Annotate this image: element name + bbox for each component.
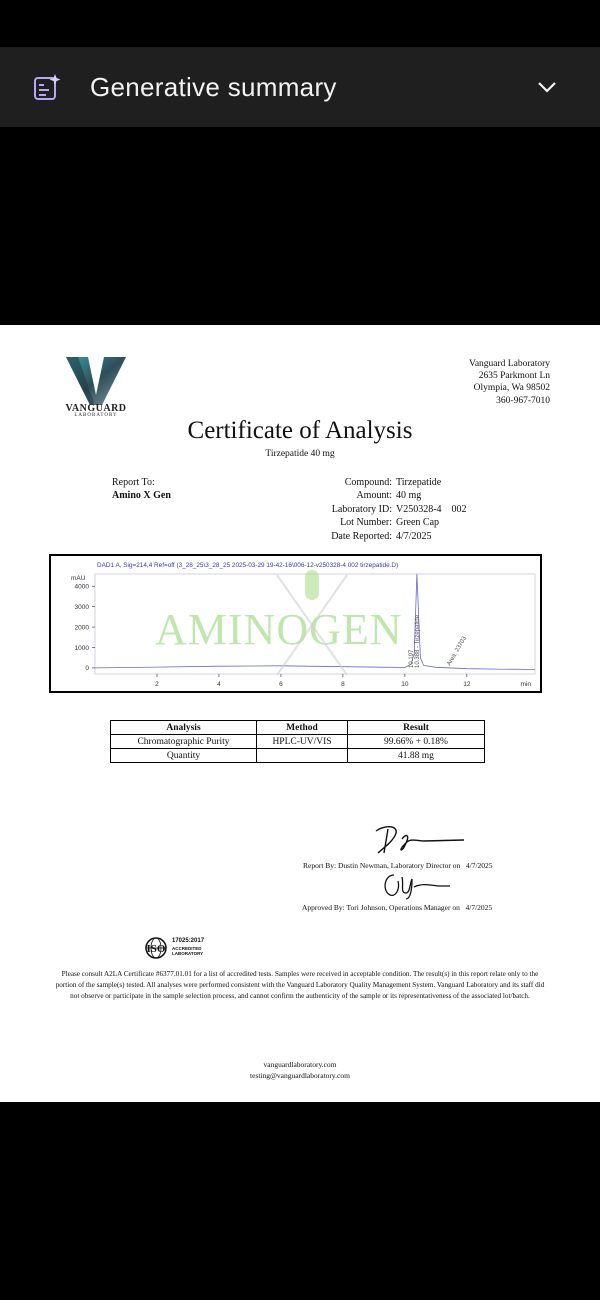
table-cell: 41.88 mg — [348, 749, 485, 763]
iso-laboratory: LABORATORY — [172, 951, 204, 956]
chart-title: DAD1 A, Sig=214,4 Ref=off (3_28_25\3_28_25 2025-03-29 19-42-16\006-12-v250328-4 002 tirzepatide.D) — [97, 562, 399, 569]
app-bar-title: Generative summary — [90, 72, 337, 102]
lab-address-line2: Olympia, Wa 98502 — [473, 383, 550, 394]
field-value: 4/7/2025 — [396, 530, 432, 542]
peak-label: Area: 23703 — [446, 635, 468, 667]
x-tick-label: 2 — [155, 681, 159, 688]
field-value: V250328-4 002 — [396, 503, 467, 515]
field-label: Lot Number: — [340, 517, 392, 529]
table-header-row — [111, 721, 485, 735]
aminogen-watermark: AMINOGEN — [155, 605, 403, 654]
table-cell: Chromatographic Purity — [111, 735, 257, 749]
footer-email[interactable]: testing@vanguardlaboratory.com — [250, 1071, 350, 1080]
x-axis-label: min — [520, 681, 531, 688]
field-row — [220, 516, 467, 529]
footer-website[interactable]: vanguardlaboratory.com — [263, 1060, 337, 1069]
header-result: Result — [348, 721, 485, 735]
field-row — [220, 503, 467, 516]
signature-dustin-newman — [372, 823, 467, 859]
field-value: 40 mg — [396, 490, 422, 502]
field-value: Tirzepatide — [396, 477, 442, 488]
x-tick-label: 4 — [217, 681, 221, 688]
field-label: Laboratory ID: — [331, 503, 392, 515]
y-tick-label: 4000 — [74, 583, 89, 591]
field-label: Compound: — [344, 477, 392, 488]
table-cell: HPLC-UV/VIS — [257, 735, 348, 749]
table-cell: 99.66% + 0.18% — [348, 735, 485, 749]
y-tick-label: 0 — [85, 665, 89, 673]
y-tick-label: 3000 — [74, 603, 89, 611]
field-value: Green Cap — [396, 517, 440, 529]
lab-phone: 360-967-7010 — [496, 395, 550, 406]
header-analysis: Analysis — [111, 721, 257, 735]
sample-fields — [220, 476, 467, 543]
table-row — [111, 749, 485, 763]
table-cell: Quantity — [111, 749, 257, 763]
report-to-label: Report To: — [112, 477, 155, 488]
certificate-page — [0, 325, 600, 1102]
logo-subtitle: LABORATORY — [74, 413, 118, 418]
signature-tori-johnson — [380, 871, 454, 901]
peak-label: 10.388 - Tirzepatide — [414, 614, 421, 668]
header-method: Method — [257, 721, 348, 735]
results-table — [110, 720, 485, 763]
disclaimer: Please consult A2LA Certificate #6377.01.01 for a list of accredited tests. Samples were received in acceptable condition. The result(s) in this report relate only to the portion of the sample(s) tested. All analyses were performed consistent with the Vanguard Laboratory Quality Management System. Vanguard Laboratory and its staff did not observe or participate in the sample selection process, and cannot confirm the authenticity of the sample or its representativeness of the associated lot/batch. — [55, 970, 545, 1000]
watermark-flask-icon — [272, 565, 352, 685]
table-cell — [257, 749, 348, 763]
iso-standard: 17025:2017 — [172, 938, 205, 944]
y-tick-label: 1000 — [74, 644, 89, 652]
field-label: Date Reported: — [331, 530, 392, 542]
report-to — [112, 476, 171, 502]
footer — [0, 1059, 600, 1081]
field-label: Amount: — [356, 490, 392, 502]
x-tick-label: 8 — [341, 681, 345, 688]
ai-summary-icon[interactable] — [32, 73, 62, 103]
lab-address — [469, 358, 550, 407]
table-row — [111, 735, 485, 749]
document-subtitle: Tirzepatide 40 mg — [265, 449, 335, 459]
peak-label: 10.197 — [408, 649, 415, 668]
y-tick-label: 2000 — [74, 624, 89, 632]
x-tick-label: 6 — [279, 681, 283, 688]
lab-address-line1: 2635 Parkmont Ln — [478, 371, 550, 382]
iso-accredited: ACCREDITED — [172, 946, 202, 951]
app-bar — [0, 47, 600, 127]
field-row — [220, 476, 467, 489]
y-axis-label: mAU — [71, 575, 86, 582]
iso-text: ISO — [146, 943, 166, 955]
report-by: Report By: Dustin Newman, Laboratory Director on 4/7/2025 — [303, 861, 493, 870]
report-to-client: Amino X Gen — [112, 490, 171, 501]
lab-name: Vanguard Laboratory — [469, 359, 550, 369]
field-row — [220, 489, 467, 502]
approved-by: Approved By: Tori Johnson, Operations Manager on 4/7/2025 — [302, 903, 493, 912]
field-row — [220, 530, 467, 543]
document-title: Certificate of Analysis — [187, 417, 413, 444]
logo-name: VANGUARD — [65, 403, 127, 414]
chevron-down-icon[interactable] — [536, 79, 558, 95]
x-tick-label: 10 — [401, 681, 409, 688]
x-tick-label: 12 — [463, 681, 471, 688]
iso-accredited-lab — [172, 946, 203, 956]
